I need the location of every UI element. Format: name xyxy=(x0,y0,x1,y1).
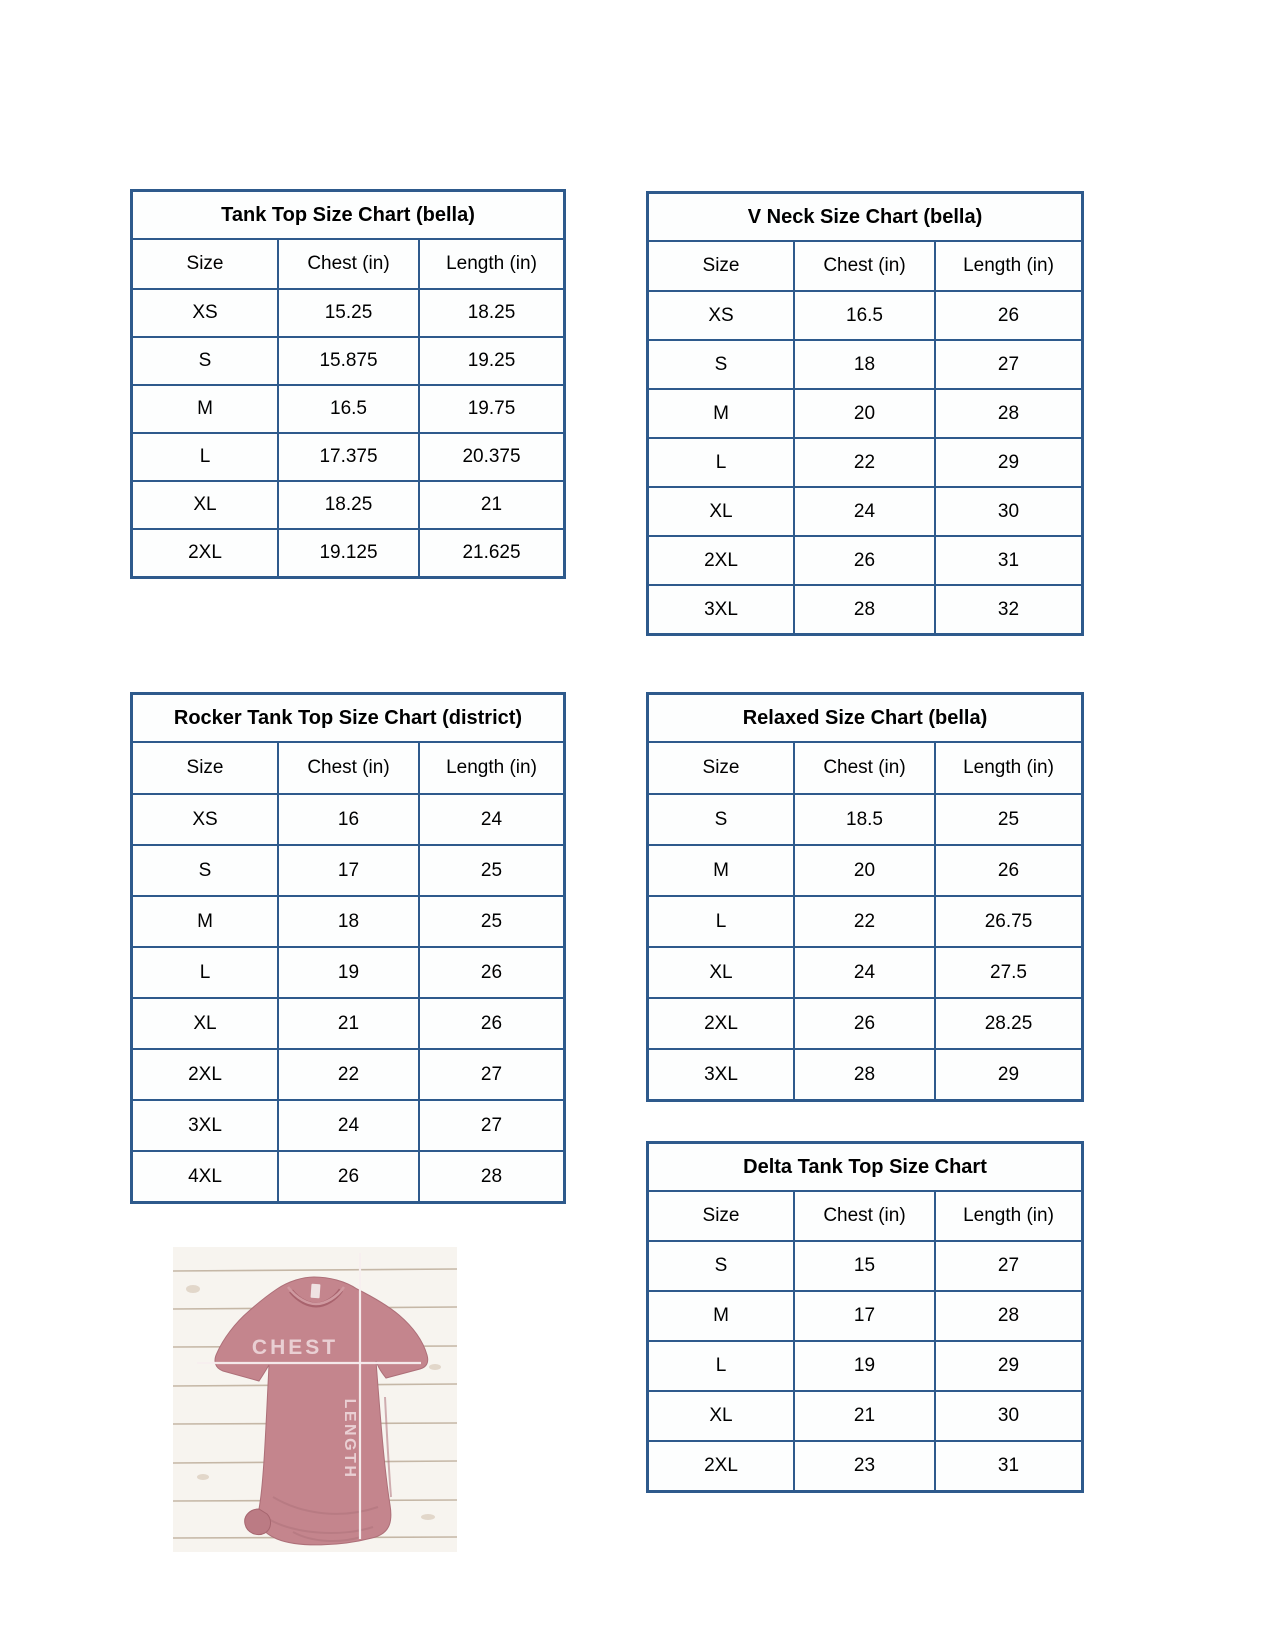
table-row xyxy=(132,896,564,947)
length-cell: 26 xyxy=(935,291,1082,340)
col-header-length: Length (in) xyxy=(419,742,564,794)
table-row xyxy=(132,529,564,577)
size-cell: 3XL xyxy=(132,1100,278,1151)
length-cell: 24 xyxy=(419,794,564,845)
table-header-row xyxy=(648,241,1082,291)
col-header-chest: Chest (in) xyxy=(794,1191,935,1241)
tank-top-size-table xyxy=(131,190,565,578)
length-cell: 27 xyxy=(935,1241,1082,1291)
size-cell: 2XL xyxy=(132,529,278,577)
col-header-chest: Chest (in) xyxy=(794,742,935,794)
table-title: V Neck Size Chart (bella) xyxy=(648,193,1082,241)
size-cell: 4XL xyxy=(132,1151,278,1202)
length-cell: 19.25 xyxy=(419,337,564,385)
table-header-row xyxy=(132,239,564,289)
size-cell: XL xyxy=(648,947,794,998)
length-cell: 27 xyxy=(935,340,1082,389)
table-row xyxy=(648,845,1082,896)
table-row xyxy=(132,998,564,1049)
table-row xyxy=(648,1291,1082,1341)
table-row xyxy=(648,291,1082,340)
table-row xyxy=(648,1441,1082,1491)
size-cell: XS xyxy=(132,794,278,845)
table-title-row xyxy=(648,694,1082,742)
table-title: Delta Tank Top Size Chart xyxy=(648,1143,1082,1191)
chest-cell: 28 xyxy=(794,585,935,634)
chest-cell: 21 xyxy=(794,1391,935,1441)
length-label: LENGTH xyxy=(341,1398,358,1480)
table-row xyxy=(648,340,1082,389)
col-header-length: Length (in) xyxy=(935,241,1082,291)
col-header-size: Size xyxy=(648,241,794,291)
length-cell: 30 xyxy=(935,487,1082,536)
size-cell: 2XL xyxy=(132,1049,278,1100)
chest-cell: 21 xyxy=(278,998,419,1049)
table-row xyxy=(132,1151,564,1202)
chest-cell: 16.5 xyxy=(794,291,935,340)
length-cell: 29 xyxy=(935,1049,1082,1100)
table-title: Rocker Tank Top Size Chart (district) xyxy=(132,694,564,742)
col-header-chest: Chest (in) xyxy=(278,239,419,289)
length-cell: 28 xyxy=(935,1291,1082,1341)
chest-cell: 26 xyxy=(278,1151,419,1202)
col-header-chest: Chest (in) xyxy=(794,241,935,291)
size-cell: L xyxy=(648,1341,794,1391)
length-cell: 25 xyxy=(935,794,1082,845)
chest-cell: 24 xyxy=(794,947,935,998)
length-cell: 26 xyxy=(419,947,564,998)
chest-cell: 24 xyxy=(794,487,935,536)
size-cell: L xyxy=(648,438,794,487)
table-row xyxy=(648,536,1082,585)
table-header-row xyxy=(648,742,1082,794)
length-cell: 20.375 xyxy=(419,433,564,481)
length-cell: 31 xyxy=(935,1441,1082,1491)
size-cell: M xyxy=(132,896,278,947)
length-cell: 19.75 xyxy=(419,385,564,433)
size-cell: M xyxy=(648,1291,794,1341)
chest-cell: 18.25 xyxy=(278,481,419,529)
size-cell: S xyxy=(132,845,278,896)
table-row xyxy=(648,947,1082,998)
table-title-row xyxy=(648,193,1082,241)
chest-cell: 15.875 xyxy=(278,337,419,385)
table-row xyxy=(132,845,564,896)
table-row xyxy=(648,998,1082,1049)
chest-label: CHEST xyxy=(251,1336,339,1359)
size-cell: XL xyxy=(648,1391,794,1441)
table-row xyxy=(648,1341,1082,1391)
size-cell: 2XL xyxy=(648,1441,794,1491)
size-cell: XS xyxy=(132,289,278,337)
size-cell: L xyxy=(648,896,794,947)
chest-cell: 19 xyxy=(278,947,419,998)
table-title: Tank Top Size Chart (bella) xyxy=(132,191,564,239)
table-row xyxy=(132,289,564,337)
table-row xyxy=(132,433,564,481)
length-cell: 27 xyxy=(419,1100,564,1151)
size-cell: M xyxy=(648,845,794,896)
chest-cell: 16.5 xyxy=(278,385,419,433)
chest-cell: 15 xyxy=(794,1241,935,1291)
tshirt-measurement-photo xyxy=(173,1247,457,1552)
length-cell: 30 xyxy=(935,1391,1082,1441)
table-row xyxy=(648,1241,1082,1291)
chest-cell: 15.25 xyxy=(278,289,419,337)
delta-tank-top-size-table xyxy=(647,1142,1083,1492)
table-row xyxy=(648,487,1082,536)
table-row xyxy=(132,794,564,845)
size-cell: XL xyxy=(132,998,278,1049)
col-header-length: Length (in) xyxy=(935,1191,1082,1241)
chest-cell: 18 xyxy=(794,340,935,389)
chest-cell: 26 xyxy=(794,536,935,585)
col-header-chest: Chest (in) xyxy=(278,742,419,794)
chest-cell: 26 xyxy=(794,998,935,1049)
relaxed-size-table xyxy=(647,693,1083,1101)
table-row xyxy=(648,389,1082,438)
length-cell: 21 xyxy=(419,481,564,529)
size-cell: 3XL xyxy=(648,1049,794,1100)
size-cell: 3XL xyxy=(648,585,794,634)
tshirt-illustration xyxy=(173,1247,457,1552)
size-cell: M xyxy=(648,389,794,438)
table-row xyxy=(132,337,564,385)
size-cell: L xyxy=(132,433,278,481)
size-cell: M xyxy=(132,385,278,433)
size-cell: S xyxy=(648,1241,794,1291)
chest-cell: 22 xyxy=(794,438,935,487)
length-cell: 25 xyxy=(419,896,564,947)
length-cell: 28.25 xyxy=(935,998,1082,1049)
col-header-size: Size xyxy=(132,239,278,289)
chest-cell: 22 xyxy=(794,896,935,947)
length-cell: 26 xyxy=(419,998,564,1049)
length-cell: 27.5 xyxy=(935,947,1082,998)
length-cell: 27 xyxy=(419,1049,564,1100)
size-cell: 2XL xyxy=(648,998,794,1049)
size-cell: S xyxy=(648,340,794,389)
col-header-size: Size xyxy=(648,742,794,794)
chest-cell: 24 xyxy=(278,1100,419,1151)
table-title-row xyxy=(132,694,564,742)
table-title-row xyxy=(648,1143,1082,1191)
chest-cell: 23 xyxy=(794,1441,935,1491)
table-row xyxy=(648,1391,1082,1441)
chest-cell: 17 xyxy=(794,1291,935,1341)
table-row xyxy=(648,1049,1082,1100)
chest-cell: 16 xyxy=(278,794,419,845)
length-cell: 18.25 xyxy=(419,289,564,337)
size-cell: 2XL xyxy=(648,536,794,585)
table-row xyxy=(132,481,564,529)
table-row xyxy=(132,947,564,998)
table-row xyxy=(132,1100,564,1151)
table-row xyxy=(648,585,1082,634)
col-header-size: Size xyxy=(648,1191,794,1241)
chest-cell: 17 xyxy=(278,845,419,896)
length-cell: 31 xyxy=(935,536,1082,585)
col-header-length: Length (in) xyxy=(935,742,1082,794)
size-cell: S xyxy=(648,794,794,845)
table-header-row xyxy=(132,742,564,794)
chest-cell: 17.375 xyxy=(278,433,419,481)
length-cell: 25 xyxy=(419,845,564,896)
table-row xyxy=(648,438,1082,487)
table-row xyxy=(132,385,564,433)
chest-cell: 20 xyxy=(794,389,935,438)
v-neck-size-table xyxy=(647,192,1083,635)
length-cell: 29 xyxy=(935,438,1082,487)
table-title-row xyxy=(132,191,564,239)
chest-cell: 22 xyxy=(278,1049,419,1100)
chest-cell: 28 xyxy=(794,1049,935,1100)
table-row xyxy=(648,896,1082,947)
table-header-row xyxy=(648,1191,1082,1241)
length-cell: 28 xyxy=(935,389,1082,438)
length-cell: 26.75 xyxy=(935,896,1082,947)
chest-cell: 18 xyxy=(278,896,419,947)
chest-cell: 20 xyxy=(794,845,935,896)
chest-cell: 18.5 xyxy=(794,794,935,845)
size-cell: L xyxy=(132,947,278,998)
length-cell: 32 xyxy=(935,585,1082,634)
col-header-length: Length (in) xyxy=(419,239,564,289)
length-cell: 26 xyxy=(935,845,1082,896)
size-cell: S xyxy=(132,337,278,385)
chest-cell: 19.125 xyxy=(278,529,419,577)
neck-tag xyxy=(311,1284,321,1299)
chest-cell: 19 xyxy=(794,1341,935,1391)
size-cell: XL xyxy=(648,487,794,536)
length-cell: 21.625 xyxy=(419,529,564,577)
table-row xyxy=(648,794,1082,845)
size-cell: XS xyxy=(648,291,794,340)
length-cell: 28 xyxy=(419,1151,564,1202)
rocker-tank-top-size-table xyxy=(131,693,565,1203)
table-row xyxy=(132,1049,564,1100)
col-header-size: Size xyxy=(132,742,278,794)
table-title: Relaxed Size Chart (bella) xyxy=(648,694,1082,742)
size-cell: XL xyxy=(132,481,278,529)
length-cell: 29 xyxy=(935,1341,1082,1391)
